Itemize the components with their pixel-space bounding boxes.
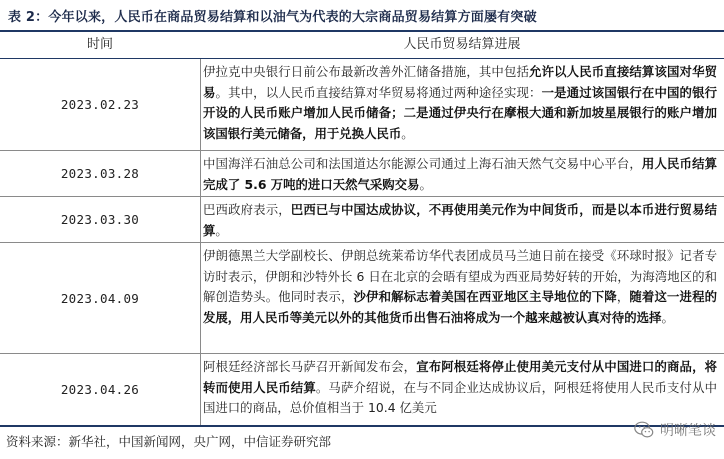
row-date: 2023.03.30 <box>60 212 140 227</box>
text-segment: 。 <box>215 222 228 238</box>
bold-text-segment: 巴西已与中国达成协议，不再使用美元作为中间货币，而是以本币进行贸易结算 <box>203 202 717 238</box>
text-segment: 。 <box>419 176 432 192</box>
row-date: 2023.04.09 <box>60 290 140 306</box>
row-description <box>200 197 717 242</box>
table-row <box>0 197 724 243</box>
text-segment: 。马萨介绍说，在与不同企业达成协议后，阿根廷将使用人民币支付从中国进口的商品，总价值相当于 10.4 亿美元 <box>203 379 717 415</box>
text-segment: 伊朗德黑兰大学副校长、伊朗总统莱希访华代表团成员马兰迪日前在接受《环球时报》记者专访时表示，伊朗和沙特外长 6 日在北京的会晤有望成为西亚局势好转的开始，为海湾地区的和解创造势头。他同时表示， <box>203 248 717 304</box>
text-segment: 。 <box>401 125 414 141</box>
table-row <box>0 354 724 427</box>
row-date: 2023.04.26 <box>60 382 140 397</box>
text-segment: 巴西政府表示， <box>203 202 291 217</box>
text-segment: 伊拉克中央银行日前公布最新改善外汇储备措施，其中包括 <box>203 64 530 79</box>
text-segment: 中国海洋石油总公司和法国道达尔能源公司通过上海石油天然气交易中心平台， <box>203 156 642 171</box>
watermark <box>633 417 716 443</box>
bold-text-segment: 允许以人民币直接结算该国对华贸易 <box>203 64 717 100</box>
watermark-text: 明晰笔谈 <box>660 423 716 439</box>
header-time: 时间 <box>86 37 113 52</box>
wechat-icon <box>633 419 655 441</box>
bold-text-segment: 随着这一进程的发展，用人民币等美元以外的其他货币出售石油将成为一个越来越被认真对待的选择 <box>203 289 717 325</box>
table-row <box>0 243 724 354</box>
text-segment: 阿根廷经济部长马萨召开新闻发布会， <box>203 359 417 374</box>
text-segment: ， <box>616 289 630 304</box>
bold-text-segment: 一是通过该国银行在中国的银行开设的人民币账户增加人民币储备；二是通过伊央行在摩根大通和新加坡星展银行的账户增加该国银行美元储备，用于兑换人民币 <box>203 84 717 141</box>
row-date: 2023.02.23 <box>60 97 140 112</box>
table-header <box>0 32 724 58</box>
text-segment: 。 <box>661 309 674 325</box>
row-description <box>200 59 717 150</box>
header-progress: 人民币贸易结算进展 <box>403 37 521 52</box>
text-segment: 。其中，以人民币直接结算对华贸易将通过两种途径实现： <box>215 84 542 100</box>
table-caption: 表 2：今年以来，人民币在商品贸易结算和以油气为代表的大宗商品贸易结算方面屡有突破 <box>8 10 537 25</box>
source-note: 资料来源：新华社，中国新闻网，央广网，中信证券研究部 <box>6 434 332 449</box>
bold-text-segment: 用人民币结算完成了 5.6 万吨的进口天然气采购交易 <box>203 156 717 192</box>
table-row <box>0 151 724 197</box>
row-description <box>200 243 717 353</box>
row-date: 2023.03.28 <box>60 166 140 181</box>
bold-text-segment: 沙伊和解标志着美国在西亚地区主导地位的下降 <box>353 289 617 304</box>
row-description <box>200 151 717 196</box>
bold-text-segment: 宣布阿根廷将停止使用美元支付从中国进口的商品，将转而使用人民币结算 <box>203 359 717 395</box>
table-row <box>0 59 724 151</box>
row-description <box>200 354 717 425</box>
